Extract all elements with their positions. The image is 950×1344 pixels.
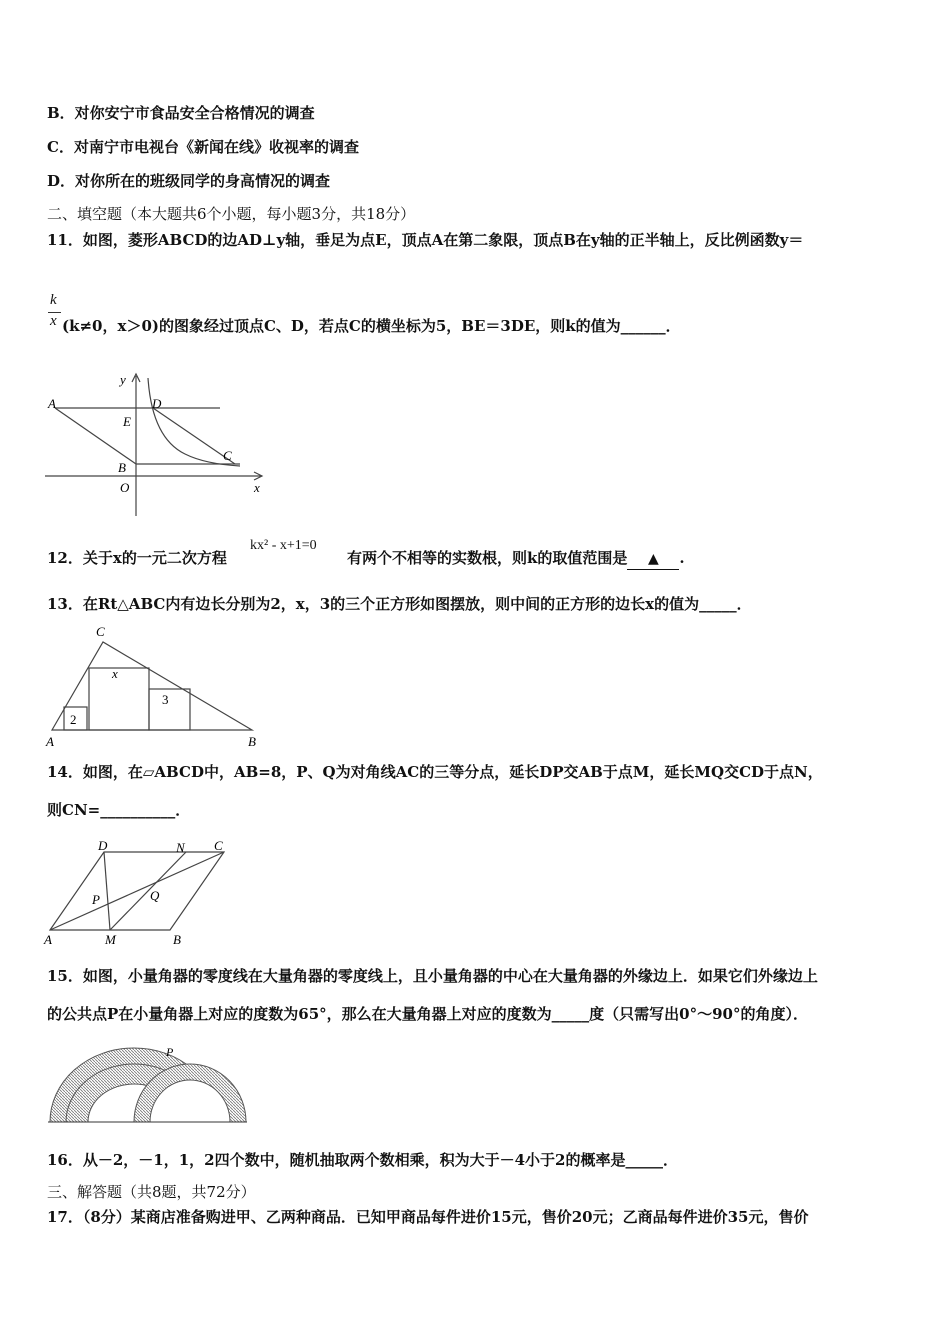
q12-suffix-a: 有两个不相等的实数根，则k的取值范围是: [347, 549, 628, 567]
q13-label-3: 3: [162, 692, 169, 707]
q13-text: 13．在Rt△ABC内有边长分别为2，x，3的三个正方形如图摆放，则中间的正方形的边长x的值为_____．: [47, 595, 752, 613]
q12-suffix-b: .: [679, 549, 685, 567]
q11-label-c: C: [223, 448, 232, 463]
q11-frac-den: x: [50, 313, 57, 329]
q11-frac-num: k: [50, 292, 57, 308]
q13-square-x: [89, 668, 149, 730]
section-3-heading: 三、解答题（共8题，共72分）: [47, 1183, 256, 1201]
q12-equation: kx² - x+1=0: [250, 538, 317, 553]
option-d: D．对你所在的班级同学的身高情况的调查: [47, 172, 331, 190]
q11-label-a: A: [48, 396, 56, 411]
q12-prefix: 12．关于x的一元二次方程: [47, 549, 227, 567]
q15-line2: 的公共点P在小量角器上对应的度数为65°，那么在大量角器上对应的度数为_____度（只需写出0°～90°的角度）．: [47, 1005, 808, 1023]
q14-line1: 14．如图，在▱ABCD中，AB=8，P、Q为对角线AC的三等分点，延长DP交AB于点M，延长MQ交CD于点N，: [47, 763, 823, 781]
q16-text: 16．从－2，－1，1，2四个数中，随机抽取两个数相乘，积为大于－4小于2的概率是_____．: [47, 1151, 678, 1169]
q14-label-q: Q: [150, 888, 160, 903]
q14-label-a: A: [44, 932, 52, 947]
q13-label-c: C: [96, 624, 105, 639]
q14-line-dm: [104, 852, 110, 930]
q11-label-b: B: [118, 460, 126, 475]
q14-line-mn: [110, 852, 186, 930]
q13-label-2: 2: [70, 712, 77, 727]
q13-label-a: A: [46, 734, 54, 749]
q15-figure: [44, 1044, 249, 1126]
q11-line1: 11．如图，菱形ABCD的边AD⊥y轴，垂足为点E，顶点A在第二象限，顶点B在y轴的正半轴上，反比例函数y＝: [47, 231, 804, 249]
q11-line2: (k≠0，x＞0)的图象经过顶点C、D，若点C的横坐标为5，BE＝3DE，则k的值为______．: [62, 317, 681, 335]
q12-suffix: [347, 548, 685, 570]
q14-label-n: N: [176, 840, 185, 855]
option-c: C．对南宁市电视台《新闻在线》收视率的调查: [47, 138, 359, 156]
q14-diagonal-ac: [50, 852, 224, 930]
option-b: B．对你安宁市食品安全合格情况的调查: [47, 104, 315, 122]
q14-figure: [40, 836, 235, 948]
q13-square-3: [149, 689, 190, 730]
q17-text: 17．（8分）某商店准备购进甲、乙两种商品．已知甲商品每件进价15元，售价20元；乙商品每件进价35元，售价: [47, 1208, 809, 1226]
q11-label-y: y: [120, 372, 126, 387]
q11-label-o: O: [120, 480, 130, 495]
q11-label-d: D: [152, 396, 162, 411]
q14-label-p: P: [92, 892, 100, 907]
q11-label-e: E: [123, 414, 131, 429]
q14-label-m: M: [105, 932, 116, 947]
q15-line1: 15．如图，小量角器的零度线在大量角器的零度线上，且小量角器的中心在大量角器的外缘边上．如果它们外缘边上: [47, 967, 818, 985]
q13-label-x: x: [112, 666, 118, 681]
q13-label-b: B: [248, 734, 256, 749]
q14-label-c: C: [214, 838, 223, 853]
q13-triangle: [52, 642, 252, 730]
q12-blank: ▲: [627, 549, 679, 570]
q14-label-b: B: [173, 932, 181, 947]
section-2-heading: 二、填空题（本大题共6个小题，每小题3分，共18分）: [47, 205, 416, 223]
q15-label-p: P: [166, 1045, 174, 1059]
q11-figure: [40, 368, 270, 520]
q11-label-x: x: [254, 480, 260, 495]
q13-figure: [40, 622, 265, 750]
q14-line2: 则CN=__________．: [47, 801, 191, 819]
q14-label-d: D: [98, 838, 108, 853]
